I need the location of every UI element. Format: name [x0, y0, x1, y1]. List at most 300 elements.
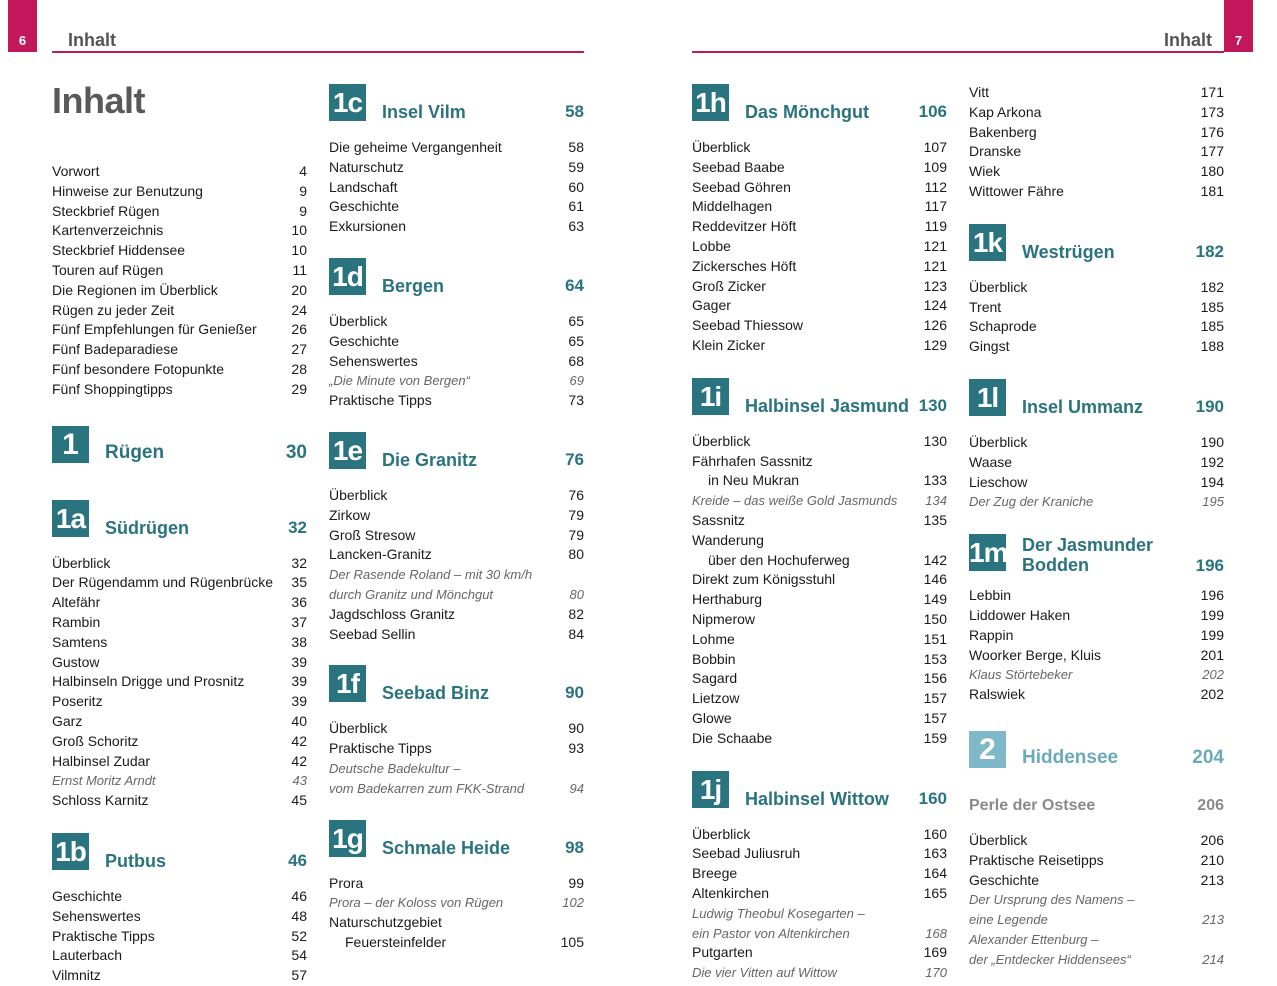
toc-entry-page: 150 — [923, 610, 947, 627]
chapter-name: Der Jasmunder — [1022, 535, 1154, 556]
toc-entry-title: Sassnitz — [692, 511, 745, 528]
toc-entry-page: 10 — [291, 222, 307, 239]
toc-entry-title: Herthaburg — [692, 591, 763, 608]
header-rule-right — [692, 51, 1224, 53]
toc-entry-title: Nipmerow — [692, 610, 756, 627]
chapter-badge: 2 — [969, 731, 1006, 768]
toc-entry-page: 163 — [923, 845, 947, 862]
chapter-heading — [52, 498, 307, 554]
toc-entry-title: Garz — [52, 712, 83, 729]
toc-entry — [692, 296, 947, 316]
toc-entry-page: 4 — [299, 163, 307, 179]
subchapter-heading — [969, 791, 1224, 821]
toc-entry — [692, 963, 947, 983]
toc-entry-page: 26 — [291, 321, 307, 338]
toc-column-4 — [969, 83, 1224, 970]
toc-entry-title: Glowe — [692, 709, 732, 726]
toc-entry — [52, 946, 307, 966]
toc-entry — [969, 950, 1224, 970]
toc-entry — [692, 277, 947, 297]
toc-entry — [52, 752, 307, 772]
toc-entry-title: Sehenswertes — [52, 907, 141, 924]
toc-entry-page: 171 — [1200, 84, 1224, 100]
toc-entry-title: Kreide – das weiße Gold Jasmunds — [692, 493, 898, 509]
toc-entry-page: 20 — [291, 281, 307, 298]
toc-entry-page: 170 — [925, 965, 947, 981]
chapter-badge: 1j — [692, 771, 729, 808]
toc-entry — [692, 257, 947, 277]
toc-entry-page: 42 — [291, 732, 307, 749]
toc-entry-page: 59 — [568, 158, 584, 175]
chapter-badge: 1m — [969, 534, 1006, 571]
toc-entry — [52, 554, 307, 574]
toc-entry-page: 82 — [568, 605, 584, 622]
toc-entry-page: 199 — [1200, 626, 1224, 643]
toc-entry-title: Wittower Fähre — [969, 182, 1064, 199]
toc-entry — [692, 689, 947, 709]
toc-entry-page: 210 — [1200, 851, 1224, 868]
toc-entry-page: 37 — [291, 613, 307, 630]
toc-entry-title: in Neu Mukran — [708, 472, 800, 489]
toc-entry-page: 94 — [569, 780, 584, 796]
toc-entry-page: 159 — [923, 729, 947, 746]
toc-entry — [52, 281, 307, 301]
toc-entry-page: 76 — [568, 486, 584, 503]
toc-entry-page: 39 — [291, 673, 307, 690]
toc-entry-page: 29 — [291, 380, 307, 397]
toc-entry-title: Zickersches Höft — [692, 257, 797, 274]
toc-entry-title: Steckbrief Rügen — [52, 202, 160, 219]
toc-entry — [692, 610, 947, 630]
toc-entry — [692, 570, 947, 590]
toc-entry-title: über den Hochuferweg — [708, 551, 850, 568]
chapter-heading — [692, 82, 947, 138]
toc-entry-page: 99 — [568, 874, 584, 891]
toc-entry-title: Seebad Juliusruh — [692, 845, 801, 862]
toc-entry — [52, 241, 307, 261]
toc-entry-title: Überblick — [52, 554, 111, 571]
toc-entry-page: 36 — [291, 594, 307, 611]
toc-entry — [329, 565, 584, 585]
toc-entry — [329, 217, 584, 237]
chapter-heading — [692, 376, 947, 432]
page-number-tab-right — [1224, 0, 1253, 52]
toc-entry — [692, 138, 947, 158]
toc-entry-title: Bakenberg — [969, 123, 1037, 140]
toc-entry-page: 39 — [291, 653, 307, 670]
toc-entry-title: Seebad Thiessow — [692, 317, 804, 334]
toc-entry-title: Halbinseln Drigge und Prosnitz — [52, 673, 245, 690]
toc-entry-page: 165 — [923, 884, 947, 901]
toc-entry — [52, 672, 307, 692]
toc-entry-page: 40 — [291, 712, 307, 729]
toc-entry-page: 129 — [923, 336, 947, 353]
toc-entry — [692, 669, 947, 689]
toc-entry — [969, 433, 1224, 453]
toc-entry-page: 157 — [923, 690, 947, 707]
chapter-name: Rügen — [105, 441, 165, 463]
toc-entry-page: 199 — [1200, 606, 1224, 623]
toc-entry — [329, 391, 584, 411]
page-number-tab-left — [8, 0, 37, 52]
toc-entry-title: Schloss Karnitz — [52, 792, 149, 809]
toc-entry — [692, 864, 947, 884]
toc-entry — [329, 625, 584, 645]
chapter-page: 106 — [918, 102, 947, 121]
toc-entry — [969, 626, 1224, 646]
toc-entry — [969, 665, 1224, 685]
toc-entry-page: 84 — [568, 625, 584, 642]
toc-entry-title: Wanderung — [692, 531, 764, 548]
toc-entry — [692, 237, 947, 257]
toc-entry — [52, 771, 307, 791]
running-header-right: Inhalt — [1164, 30, 1212, 50]
chapter-heading — [969, 725, 1224, 783]
toc-entry-page: 80 — [568, 546, 584, 563]
toc-entry — [969, 317, 1224, 337]
toc-entry — [692, 590, 947, 610]
toc-entry-page: 133 — [923, 472, 947, 489]
toc-entry-title: Lauterbach — [52, 947, 123, 964]
toc-entry-page: 213 — [1200, 871, 1224, 888]
chapter-name: Insel Ummanz — [1022, 396, 1144, 417]
chapter-badge: 1 — [52, 426, 89, 463]
toc-entry-title: Waase — [969, 453, 1013, 470]
toc-entry — [969, 298, 1224, 318]
toc-entry-page: 39 — [291, 693, 307, 710]
toc-entry-page: 190 — [1200, 433, 1224, 450]
toc-entry-title: Halbinsel Zudar — [52, 752, 151, 769]
toc-entry-page: 213 — [1202, 912, 1224, 928]
toc-entry — [969, 685, 1224, 705]
chapter-heading — [329, 82, 584, 138]
toc-entry-title: Landschaft — [329, 178, 398, 195]
toc-entry — [329, 178, 584, 198]
toc-entry — [329, 779, 584, 799]
toc-entry — [692, 729, 947, 749]
chapter-badge: 1b — [52, 833, 89, 870]
toc-entry — [692, 316, 947, 336]
chapter-name: Halbinsel Jasmund — [745, 395, 910, 416]
toc-entry-page: 194 — [1200, 473, 1224, 490]
toc-entry — [329, 371, 584, 391]
toc-entry-title: Feuersteinfelder — [345, 933, 447, 950]
page-title: Inhalt — [52, 80, 145, 121]
toc-entry-page: 168 — [925, 925, 947, 941]
toc-entry-title: Klein Zicker — [692, 336, 766, 353]
toc-entry — [692, 709, 947, 729]
toc-entry-title: Überblick — [329, 312, 388, 329]
toc-entry-title: Woorker Berge, Kluis — [969, 646, 1102, 663]
toc-entry-page: 117 — [924, 198, 947, 215]
toc-entry — [329, 197, 584, 217]
toc-entry-title: Der Rasende Roland – mit 30 km/h — [329, 567, 533, 583]
toc-entry — [692, 178, 947, 198]
chapter-heading — [329, 430, 584, 486]
toc-entry — [692, 158, 947, 178]
toc-entry-page: 206 — [1200, 831, 1224, 848]
chapter-badge: 1c — [329, 84, 366, 121]
toc-entry-page: 65 — [568, 332, 584, 349]
toc-entry-page: 153 — [923, 650, 947, 667]
toc-entry-title: Die Regionen im Überblick — [52, 281, 218, 298]
toc-entry-page: 196 — [1200, 587, 1224, 604]
toc-entry-title: Wiek — [969, 163, 1001, 180]
toc-entry — [52, 692, 307, 712]
toc-entry — [329, 545, 584, 565]
toc-entry-title: Alexander Ettenburg – — [969, 931, 1099, 947]
toc-entry-page: 60 — [568, 178, 584, 195]
toc-entry — [329, 874, 584, 894]
chapter-heading — [329, 663, 584, 719]
toc-entry — [52, 791, 307, 811]
toc-entry-title: Liddower Haken — [969, 606, 1071, 623]
toc-entry — [52, 927, 307, 947]
toc-entry — [329, 352, 584, 372]
running-header-left: Inhalt — [68, 30, 116, 50]
chapter-name: Das Mönchgut — [745, 102, 869, 122]
page-number-right: 7 — [1234, 33, 1243, 48]
toc-entry-page: 65 — [568, 312, 584, 329]
toc-entry-title: Hinweise zur Benutzung — [52, 182, 203, 199]
toc-entry-title: Fünf besondere Fotopunkte — [52, 360, 225, 377]
toc-entry-title: Touren auf Rügen — [52, 261, 164, 278]
toc-entry-title: Reddevitzer Höft — [692, 218, 797, 235]
chapter-page: 76 — [565, 449, 584, 469]
toc-entry-page: 9 — [299, 202, 307, 219]
toc-entry — [52, 573, 307, 593]
chapter-badge: 1a — [52, 500, 89, 537]
toc-entry — [969, 453, 1224, 473]
toc-entry-title: Lohme — [692, 630, 735, 647]
toc-entry — [692, 904, 947, 924]
toc-entry-page: 169 — [923, 944, 947, 961]
toc-entry-title: Überblick — [329, 486, 388, 503]
toc-entry — [692, 336, 947, 356]
toc-entry-title: Praktische Tipps — [329, 740, 432, 757]
toc-entry — [969, 123, 1224, 143]
toc-entry — [52, 653, 307, 673]
toc-entry-title: Prora – der Koloss von Rügen — [329, 895, 504, 911]
toc-entry-page: 181 — [1200, 182, 1224, 199]
chapter-name: Bergen — [382, 275, 445, 296]
toc-entry-title: Ralswiek — [969, 686, 1026, 703]
chapter-badge: 1l — [969, 379, 1006, 416]
toc-entry-title: Poseritz — [52, 693, 103, 710]
toc-entry-page: 130 — [923, 432, 947, 449]
chapter-badge: 1f — [329, 665, 366, 702]
toc-entry-page: 79 — [568, 506, 584, 523]
toc-entry-title: Lieschow — [969, 473, 1028, 490]
chapter-heading — [329, 818, 584, 874]
chapter-badge: 1i — [692, 378, 729, 415]
toc-entry-title: Fünf Badeparadiese — [52, 341, 179, 358]
chapter-page: 32 — [288, 517, 307, 537]
toc-entry-title: Praktische Reisetipps — [969, 851, 1104, 868]
toc-entry — [692, 491, 947, 511]
toc-entry-title: Geschichte — [52, 887, 123, 904]
toc-entry-page: 176 — [1200, 123, 1224, 140]
toc-entry-page: 149 — [923, 591, 947, 608]
chapter-badge: 1d — [329, 258, 366, 295]
toc-entry-page: 188 — [1200, 338, 1224, 355]
toc-entry-page: 68 — [568, 352, 584, 369]
chapter-page: 98 — [565, 837, 584, 857]
toc-entry — [52, 202, 307, 222]
toc-entry-title: Trent — [969, 298, 1002, 315]
toc-entry-title: Direkt zum Königsstuhl — [692, 571, 836, 588]
toc-entry-title: Fünf Empfehlungen für Genießer — [52, 321, 257, 338]
chapter-badge: 1e — [329, 432, 366, 469]
toc-entry-page: 182 — [1200, 278, 1224, 295]
toc-entry — [52, 301, 307, 321]
toc-entry-title: Seebad Baabe — [692, 158, 785, 175]
chapter-page: 64 — [565, 275, 584, 295]
toc-entry-page: 121 — [923, 257, 947, 274]
toc-entry-page: 90 — [568, 720, 584, 737]
toc-entry — [329, 585, 584, 605]
toc-entry — [329, 893, 584, 913]
chapter-badge: 1k — [969, 224, 1006, 261]
toc-entry-title: Prora — [329, 874, 364, 891]
toc-entry-page: 42 — [291, 752, 307, 769]
toc-entry-title: Fünf Shoppingtipps — [52, 380, 173, 397]
toc-entry — [52, 732, 307, 752]
toc-entry-title: Groß Stresow — [329, 526, 416, 543]
toc-entry-page: 142 — [923, 551, 947, 568]
toc-entry-title: Rügen zu jeder Zeit — [52, 301, 175, 318]
toc-entry — [329, 913, 584, 933]
toc-entry-title: Altefähr — [52, 594, 101, 611]
toc-entry-title: Überblick — [692, 139, 751, 155]
toc-entry-title: Middelhagen — [692, 198, 773, 215]
toc-entry — [329, 759, 584, 779]
toc-entry — [969, 930, 1224, 950]
toc-entry — [969, 851, 1224, 871]
toc-entry-title: Kap Arkona — [969, 103, 1042, 120]
toc-entry-title: Vitt — [969, 84, 989, 100]
toc-entry-page: 45 — [291, 792, 307, 809]
toc-entry-page: 79 — [568, 526, 584, 543]
toc-column-3 — [692, 82, 947, 983]
toc-entry — [52, 907, 307, 927]
toc-entry-page: 10 — [291, 242, 307, 259]
toc-entry-title: Der Rügendamm und Rügenbrücke — [52, 574, 274, 591]
toc-entry-page: 73 — [568, 392, 584, 409]
toc-entry-title: Altenkirchen — [692, 884, 770, 901]
toc-entry-title: Überblick — [329, 720, 388, 737]
chapter-page: 160 — [918, 788, 947, 808]
toc-entry — [969, 182, 1224, 202]
toc-entry-title: Steckbrief Hiddensee — [52, 242, 186, 259]
toc-entry-title: Ludwig Theobul Kosegarten – — [692, 905, 865, 921]
toc-entry-page: 58 — [568, 139, 584, 155]
toc-entry-title: Überblick — [692, 432, 751, 449]
toc-entry-page: 38 — [291, 633, 307, 650]
toc-entry-page: 180 — [1200, 163, 1224, 180]
toc-entry — [969, 492, 1224, 512]
toc-entry-page: 121 — [923, 237, 947, 254]
toc-entry — [692, 551, 947, 571]
toc-entry-page: 35 — [291, 574, 307, 591]
toc-entry — [329, 739, 584, 759]
subchapter-title: Perle der Ostsee — [969, 796, 1096, 814]
toc-entry — [52, 593, 307, 613]
toc-entry-page: 195 — [1202, 494, 1224, 510]
toc-entry — [692, 197, 947, 217]
toc-entry — [969, 586, 1224, 606]
toc-entry-title: Naturschutzgebiet — [329, 914, 442, 931]
toc-entry-title: Kartenverzeichnis — [52, 222, 164, 239]
toc-entry — [52, 320, 307, 340]
chapter-name: Seebad Binz — [382, 683, 490, 704]
toc-entry — [969, 162, 1224, 182]
chapter-name: Putbus — [105, 850, 166, 871]
toc-entry-title: Überblick — [969, 278, 1028, 295]
toc-entry — [969, 606, 1224, 626]
toc-entry — [329, 332, 584, 352]
toc-entry — [969, 646, 1224, 666]
toc-entry-title: ein Pastor von Altenkirchen — [692, 925, 850, 941]
toc-entry-title: Klaus Störtebeker — [969, 667, 1073, 683]
toc-entry — [329, 605, 584, 625]
toc-entry-title: Der Ursprung des Namens – — [969, 892, 1135, 908]
toc-entry-title: „Die Minute von Bergen“ — [329, 373, 470, 389]
chapter-badge: 1g — [329, 820, 366, 857]
toc-entry — [969, 142, 1224, 162]
chapter-page: 130 — [918, 395, 947, 415]
toc-column-1 — [52, 162, 307, 986]
toc-entry — [329, 506, 584, 526]
toc-entry-page: 93 — [568, 740, 584, 757]
toc-entry-page: 48 — [291, 907, 307, 924]
toc-entry-title: Rambin — [52, 613, 101, 630]
toc-entry-title: durch Granitz und Mönchgut — [329, 586, 494, 602]
toc-entry — [52, 712, 307, 732]
toc-entry-title: Praktische Tipps — [329, 392, 432, 409]
toc-entry — [969, 473, 1224, 493]
toc-entry-page: 123 — [923, 277, 947, 294]
header-rule-left — [52, 51, 584, 53]
toc-entry-page: 105 — [560, 933, 584, 950]
toc-entry-page: 112 — [924, 178, 947, 195]
toc-entry-title: Überblick — [969, 831, 1028, 848]
toc-entry-page: 107 — [923, 139, 947, 155]
toc-entry — [692, 630, 947, 650]
toc-entry-title: Vilmnitz — [52, 967, 101, 984]
chapter-page: 46 — [288, 850, 307, 870]
toc-entry — [52, 162, 307, 182]
toc-entry-title: Putgarten — [692, 944, 753, 961]
subchapter-page: 206 — [1197, 796, 1224, 814]
toc-entry — [969, 83, 1224, 103]
toc-entry-page: 9 — [299, 182, 307, 199]
toc-entry-title: Vorwort — [52, 163, 100, 179]
toc-entry-page: 80 — [569, 586, 584, 602]
toc-entry-page: 63 — [568, 218, 584, 235]
toc-entry-page: 192 — [1200, 453, 1224, 470]
toc-entry-title: Überblick — [692, 825, 751, 842]
toc-entry-page: 164 — [923, 865, 947, 882]
toc-entry-title: Praktische Tipps — [52, 927, 155, 944]
toc-entry-title: Dranske — [969, 143, 1022, 160]
toc-entry — [969, 871, 1224, 891]
chapter-page: 204 — [1192, 746, 1224, 768]
toc-entry — [969, 337, 1224, 357]
toc-entry-title: Sagard — [692, 670, 738, 687]
toc-entry — [52, 360, 307, 380]
toc-entry-title: Lobbe — [692, 237, 731, 254]
